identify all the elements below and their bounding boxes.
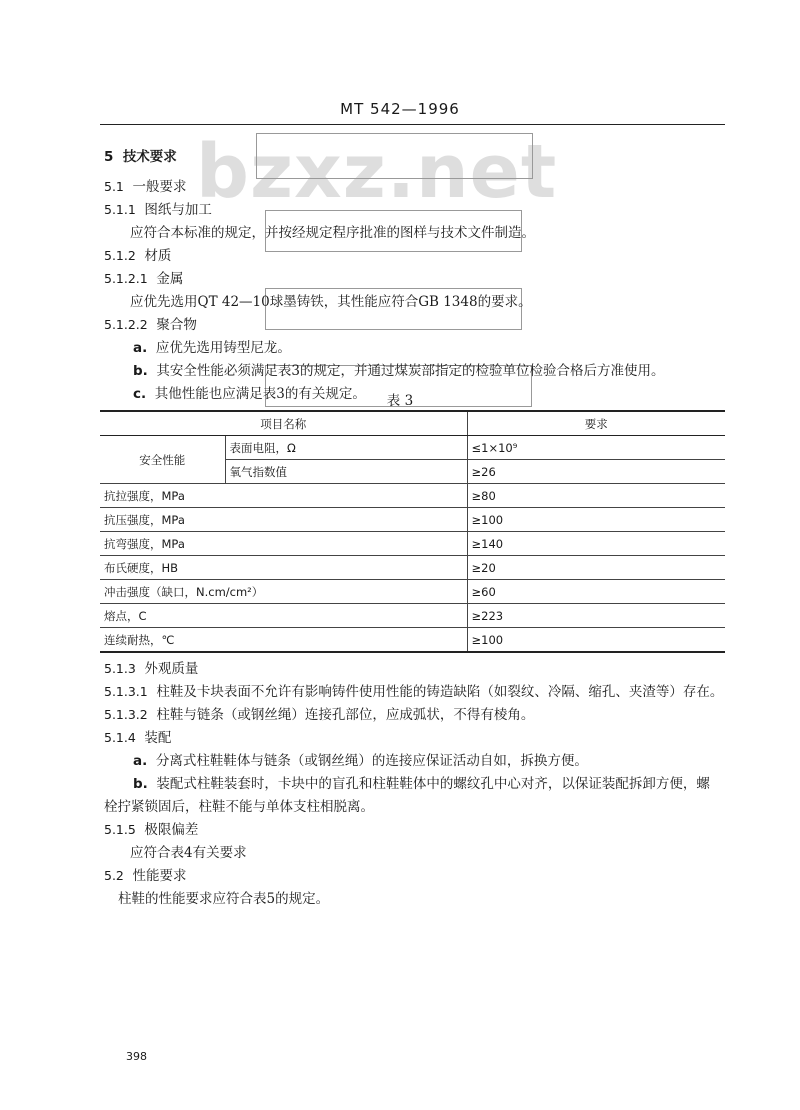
watermark-frame [256,133,533,179]
paragraph: 应符合本标准的规定，并按经规定程序批准的图样与技术文件制造。 [130,225,535,241]
section-5-1-3-1: 5.1.3.1 柱鞋及卡块表面不允许有影响铸件使用性能的铸造缺陷（如裂纹、冷隔、缩孔、夹渣等）存在。 [104,684,724,700]
requirement-cell: ≥100 [467,628,725,653]
requirement-cell: ≥140 [467,532,725,556]
header-requirement: 要求 [467,411,725,436]
list-item: c. 其他性能也应满足表3的有关规定。 [133,386,366,402]
item-name-cell: 连续耐热，℃ [100,628,467,653]
section-5-1-heading: 5.1 一般要求 [104,179,187,195]
section-5-heading: 5 技术要求 [104,149,177,165]
table-row [100,580,725,604]
item-name-cell: 熔点，C [100,604,467,628]
list-item: b. 装配式柱鞋装套时，卡块中的盲孔和柱鞋鞋体中的螺纹孔中心对齐，以保证装配拆卸方便，螺 [133,776,710,792]
header-rule [100,124,725,125]
section-5-2-heading: 5.2 性能要求 [104,868,187,884]
requirement-cell: ≥100 [467,508,725,532]
list-item: a. 分离式柱鞋鞋体与链条（或钢丝绳）的连接应保证活动自如，拆换方便。 [133,753,588,769]
item-name-cell: 表面电阻，Ω [225,436,467,460]
section-5-1-2-heading: 5.1.2 材质 [104,248,172,264]
section-5-1-3-heading: 5.1.3 外观质量 [104,661,199,677]
requirement-cell: ≥20 [467,556,725,580]
table-row [100,436,725,460]
item-name-cell: 抗弯强度，MPa [100,532,467,556]
item-name-cell: 布氏硬度，HB [100,556,467,580]
table-row [100,508,725,532]
requirement-cell: ≥26 [467,460,725,484]
table-caption: 表 3 [386,393,414,409]
paragraph: 柱鞋的性能要求应符合表5的规定。 [118,891,330,907]
header-item-name: 项目名称 [100,411,467,436]
requirement-cell: ≤1×10⁹ [467,436,725,460]
table-row [100,556,725,580]
page-number: 398 [126,1050,147,1063]
table-row [100,532,725,556]
item-name-cell: 冲击强度（缺口，N.cm/cm²） [100,580,467,604]
table-row [100,604,725,628]
table-header-row [100,411,725,436]
watermark: bzxz.net [196,129,558,215]
table-row [100,628,725,653]
section-5-1-1-heading: 5.1.1 图纸与加工 [104,202,212,218]
standard-code: MT 542—1996 [340,100,460,118]
table-3 [100,410,725,653]
section-5-1-4-heading: 5.1.4 装配 [104,730,172,746]
requirement-cell: ≥60 [467,580,725,604]
requirement-cell: ≥223 [467,604,725,628]
requirement-cell: ≥80 [467,484,725,508]
section-5-1-5-heading: 5.1.5 极限偏差 [104,822,199,838]
safety-group-cell: 安全性能 [100,436,225,484]
section-5-1-3-2: 5.1.3.2 柱鞋与链条（或钢丝绳）连接孔部位，应成弧状，不得有棱角。 [104,707,535,723]
item-name-cell: 抗拉强度，MPa [100,484,467,508]
list-item: a. 应优先选用铸型尼龙。 [133,340,291,356]
section-5-1-2-1-heading: 5.1.2.1 金属 [104,271,184,287]
item-name-cell: 氧气指数值 [225,460,467,484]
list-item-continuation: 栓拧紧锁固后，柱鞋不能与单体支柱相脱离。 [104,799,374,815]
list-item: b. 其安全性能必须满足表3的规定，并通过煤炭部指定的检验单位检验合格后方准使用。 [133,363,665,379]
paragraph: 应优先选用QT 42—10球墨铸铁，其性能应符合GB 1348的要求。 [130,294,532,310]
section-5-1-2-2-heading: 5.1.2.2 聚合物 [104,317,197,333]
table-row [100,484,725,508]
item-name-cell: 抗压强度，MPa [100,508,467,532]
paragraph: 应符合表4有关要求 [130,845,247,861]
